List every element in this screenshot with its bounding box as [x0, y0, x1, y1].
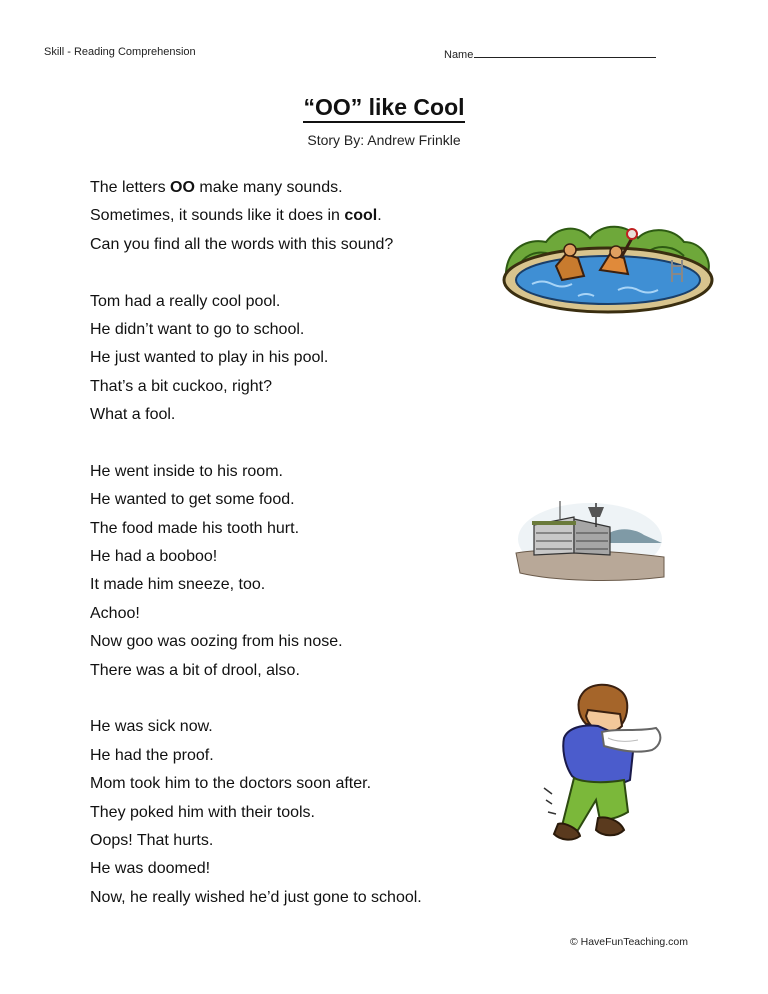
story-text: [90, 174, 422, 912]
story-line: He wanted to get some food.: [90, 491, 295, 509]
story-line: He had the proof.: [90, 746, 214, 764]
story-line: He went inside to his room.: [90, 462, 283, 480]
text-run: Sometimes, it sounds like it does in: [90, 207, 345, 225]
story-line: [90, 174, 422, 202]
stanza-gap: [90, 430, 422, 458]
story-line: What a fool.: [90, 406, 176, 424]
story-line: He had a booboo!: [90, 548, 218, 566]
name-blank-line[interactable]: [474, 46, 656, 58]
bold-run: OO: [170, 179, 195, 196]
page-title: [0, 94, 768, 121]
text-run: make many sounds.: [194, 179, 343, 196]
story-line: It made him sneeze, too.: [90, 576, 266, 594]
story-line: They poked him with their tools.: [90, 803, 315, 821]
story-line: He didn’t want to go to school.: [90, 320, 305, 338]
name-label: Name: [444, 49, 474, 61]
story-line: He was doomed!: [90, 860, 211, 878]
story-line: He was sick now.: [90, 718, 213, 736]
story-line: Now goo was oozing from his nose.: [90, 633, 343, 651]
story-line: Tom had a really cool pool.: [90, 292, 281, 310]
story-line: Can you find all the words with this sound?: [90, 235, 394, 253]
title-text: “OO” like Cool: [303, 94, 464, 123]
story-line: Oops! That hurts.: [90, 831, 214, 849]
story-line: [90, 202, 422, 230]
stanza-gap: [90, 685, 422, 713]
copyright-footer: © HaveFunTeaching.com: [569, 936, 688, 948]
story-line: Now, he really wished he’d just gone to school.: [90, 888, 422, 906]
school-illustration: [514, 497, 666, 583]
stanza-gap: [90, 259, 422, 287]
bold-run: cool: [344, 207, 378, 225]
story-line: Mom took him to the doctors soon after.: [90, 775, 372, 793]
story-line: Achoo!: [90, 604, 140, 622]
skill-label: Skill - Reading Comprehension: [44, 46, 196, 58]
byline: Story By: Andrew Frinkle: [307, 132, 461, 148]
story-line: He just wanted to play in his pool.: [90, 349, 329, 367]
sneezing-boy-illustration: [538, 680, 676, 852]
story-line: The food made his tooth hurt.: [90, 519, 300, 537]
pool-illustration: [498, 208, 716, 318]
text-run: .: [377, 207, 382, 225]
story-line: There was a bit of drool, also.: [90, 661, 300, 679]
text-run: The letters: [90, 179, 171, 196]
story-line: That’s a bit cuckoo, right?: [90, 377, 273, 395]
name-field: [444, 46, 656, 61]
